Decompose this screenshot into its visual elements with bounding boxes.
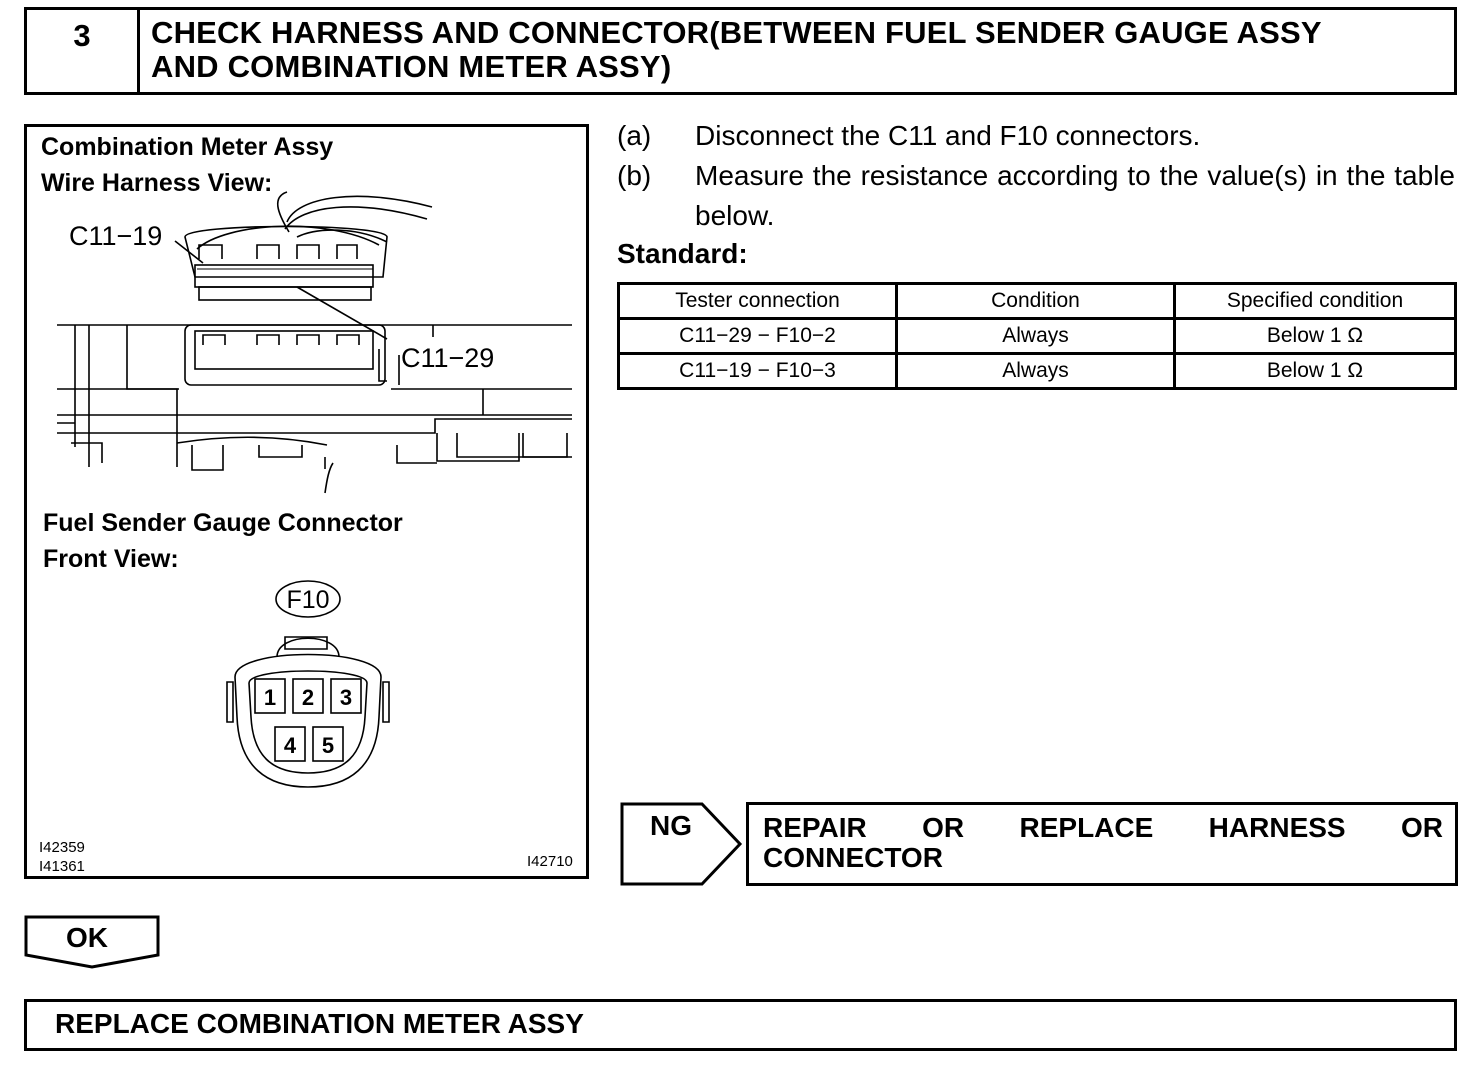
spec-table [617, 282, 1457, 390]
figure-code-right: I42710 [527, 853, 573, 870]
meter-label-line2: Wire Harness View: [41, 169, 273, 197]
figure-code-left-1: I42359 [39, 839, 85, 856]
pin-4-label: 4 [283, 733, 297, 758]
sender-label-line2: Front View: [43, 545, 179, 573]
table-row [619, 354, 1456, 389]
ok-label: OK [66, 922, 108, 953]
connector-id-label: F10 [286, 586, 330, 614]
step-title [151, 16, 1441, 84]
callout-pin29: C11−29 [401, 343, 495, 373]
pin-3-label: 3 [339, 685, 353, 710]
header-tester-connection: Tester connection [619, 284, 897, 319]
instruction-a-text: Disconnect the C11 and F10 connectors. [695, 120, 1201, 151]
row1-tester-connection: C11−29 − F10−2 [619, 319, 897, 354]
connector-figure [24, 124, 589, 879]
instruction-a-marker: (a) [617, 120, 652, 151]
ng-label: NG [650, 810, 692, 841]
step-header [24, 7, 1457, 95]
instruction-a [617, 116, 1457, 156]
ng-action-line1: REPAIR OR REPLACE HARNESS OR [763, 812, 1443, 843]
final-action-text: REPLACE COMBINATION METER ASSY [55, 1008, 584, 1039]
pin-1-label: 1 [263, 685, 277, 710]
callout-pin19: C11−19 [69, 221, 163, 251]
ng-action-line2: CONNECTOR [763, 842, 943, 873]
final-action-box [24, 999, 1457, 1051]
spec-table-header [619, 284, 1456, 319]
instruction-b-marker: (b) [617, 160, 652, 191]
figure-code-left-2: I41361 [39, 858, 85, 875]
instruction-b-text: Measure the resistance according to the value(s) in the table below. [695, 160, 1455, 231]
pin-2-label: 2 [301, 685, 315, 710]
header-specified-condition: Specified condition [1175, 284, 1456, 319]
step-title-line2: AND COMBINATION METER ASSY) [151, 49, 672, 84]
header-condition: Condition [897, 284, 1175, 319]
step-title-line1: CHECK HARNESS AND CONNECTOR(BETWEEN FUEL SENDER GAUGE ASSY [151, 15, 1322, 50]
standard-label: Standard: [617, 238, 748, 269]
meter-label-line1: Combination Meter Assy [41, 133, 334, 161]
row2-tester-connection: C11−19 − F10−3 [619, 354, 897, 389]
row2-condition: Always [897, 354, 1175, 389]
row2-specified-condition: Below 1 Ω [1175, 354, 1456, 389]
sender-label-line1: Fuel Sender Gauge Connector [43, 509, 403, 537]
ng-action-text [763, 813, 1443, 873]
row1-specified-condition: Below 1 Ω [1175, 319, 1456, 354]
instruction-b [617, 156, 1457, 236]
step-number: 3 [27, 10, 140, 92]
row1-condition: Always [897, 319, 1175, 354]
table-row [619, 319, 1456, 354]
ng-action-box [746, 802, 1458, 886]
pin-5-label: 5 [321, 733, 335, 758]
